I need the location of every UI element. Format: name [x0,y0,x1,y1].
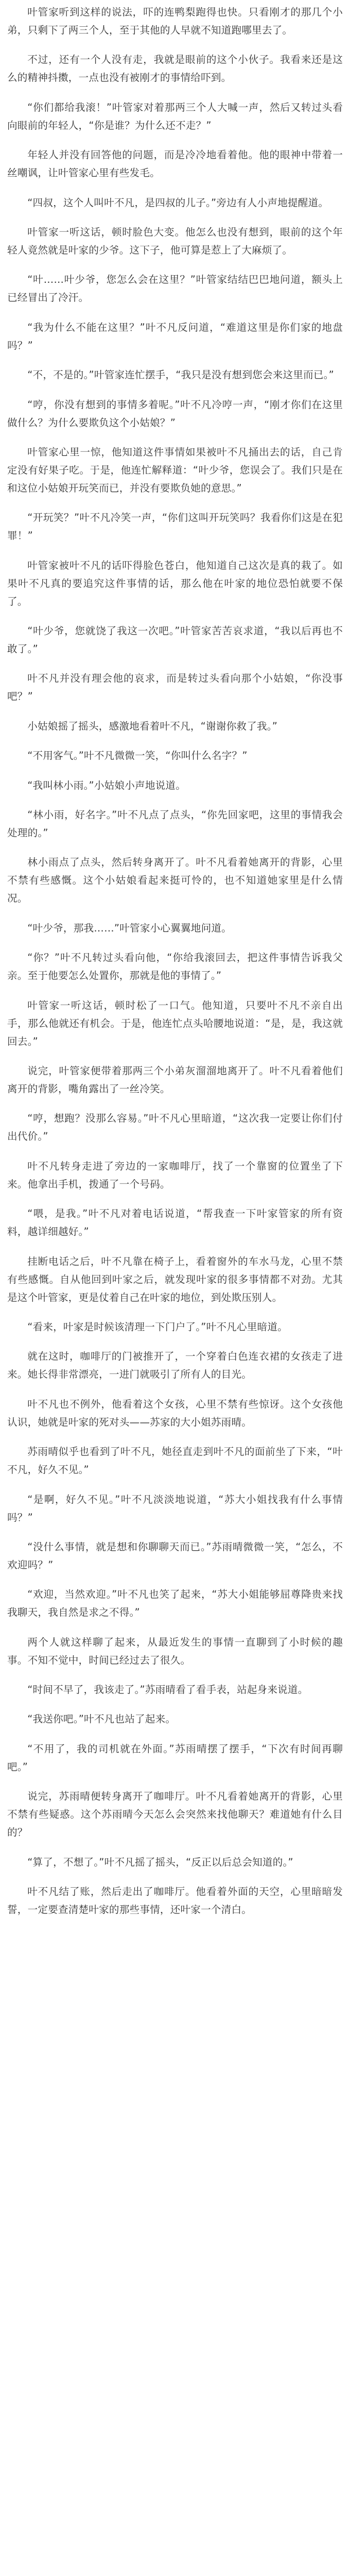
article-paragraph: “看来，叶家是时候该清理一下门户了。”叶不凡心里暗道。 [27,1320,288,1333]
article-paragraph: 年轻人并没有回答他的问题，而是冷冷地看着他。他的眼神中带着一丝嘲讽，让叶管家心里有些发毛。 [7,149,343,179]
article-paragraph: “你？”叶不凡转过头看向他，“你给我滚回去，把这件事情告诉我父亲。至于他要怎么处置你，那就是他的事情了。” [7,952,343,982]
article-paragraph: “时间不早了，我该走了。”苏雨晴看了看手表，站起身来说道。 [27,1684,308,1696]
article-paragraph: “哼，你没有想到的事情多着呢。”叶不凡冷哼一声，“刚才你们在这里做什么？为什么要欺负这个小姑娘？” [7,398,343,429]
article-paragraph: 叶管家被叶不凡的话吓得脸色苍白，他知道自己这次是真的栽了。如果叶不凡真的要追究这件事情的话，那么他在叶家的地位恐怕就要不保了。 [7,559,343,607]
article-paragraph: “是啊，好久不见。”叶不凡淡淡地说道，“苏大小姐找我有什么事情吗？” [7,1493,343,1523]
article-paragraph: 就在这时，咖啡厅的门被推开了，一个穿着白色连衣裙的女孩走了进来。她长得非常漂亮，一进门就吸引了所有人的目光。 [7,1350,343,1381]
article-paragraph: 叶管家听到这样的说法，吓的连鸭梨跑得也快。只看刚才的那几个小弟，只剩下了两三个人，至于其他的人早就不知道跑哪里去了。 [7,6,343,36]
article-paragraph: “没什么事情，就是想和你聊聊天而已。”苏雨晴微微一笑，“怎么，不欢迎吗？” [7,1540,343,1571]
article-paragraph: “叶少爷，那我……”叶管家小心翼翼地问道。 [27,922,232,934]
article-paragraph: 叶不凡转身走进了旁边的一家咖啡厅，找了一个靠窗的位置坐了下来。他拿出手机，拨通了一个号码。 [7,1160,343,1190]
article-paragraph: “喂，是我。”叶不凡对着电话说道，“帮我查一下叶家管家的所有资料，越详细越好。” [7,1208,343,1238]
article-paragraph: “叶……叶少爷，您怎么会在这里？”叶管家结结巴巴地问道，额头上已经冒出了冷汗。 [7,274,343,304]
article-paragraph: 叶管家心里一惊，他知道这件事情如果被叶不凡捅出去的话，自己肯定没有好果子吃。于是，他连忙解释道：“叶少爷，您误会了。我们只是在和这位小姑娘开玩笑而已，并没有要欺负她的意思。” [7,446,343,494]
article-paragraph: “我叫林小雨。”小姑娘小声地说道。 [27,779,186,791]
article-paragraph: “哼，想跑？没那么容易。”叶不凡心里暗道，“这次我一定要让你们付出代价。” [7,1112,343,1143]
article-paragraph: “欢迎，当然欢迎。”叶不凡也笑了起来，“苏大小姐能够屈尊降贵来找我聊天，我自然是求之不得。” [7,1588,343,1619]
article-paragraph: “不用客气。”叶不凡微微一笑，“你叫什么名字？” [27,750,248,762]
article-paragraph: 说完，苏雨晴便转身离开了咖啡厅。叶不凡看着她离开的背影，心里不禁有些疑惑。这个苏雨晴今天怎么会突然来找他聊天？难道她有什么目的？ [7,1790,343,1839]
article-paragraph: “算了，不想了。”叶不凡摇了摇头，“反正以后总会知道的。” [27,1856,293,1868]
article-paragraph: “四叔，这个人叫叶不凡，是四叔的儿子。”旁边有人小声地提醒道。 [27,196,329,209]
article-paragraph: “我为什么不能在这里？”叶不凡反问道，“难道这里是你们家的地盘吗？” [7,321,343,351]
article-paragraph: 叶不凡并没有理会他的哀求，而是转过头看向那个小姑娘，“你没事吧？” [7,672,343,703]
article-paragraph: 挂断电话之后，叶不凡靠在椅子上，看着窗外的车水马龙，心里不禁有些感慨。自从他回到叶家之后，就发现叶家的很多事情都不对劲。尤其是这个叶管家，更是仗着自己在叶家的地位，到处欺压别人。 [7,1255,343,1303]
article-paragraph: 叶不凡结了账，然后走出了咖啡厅。他看着外面的天空，心里暗暗发誓，一定要查清楚叶家的那些事情，还叶家一个清白。 [7,1886,343,1916]
article-paragraph: “开玩笑？”叶不凡冷笑一声，“你们这叫开玩笑吗？我看你们这是在犯罪！” [7,512,343,542]
article-paragraph: 林小雨点了点头，然后转身离开了。叶不凡看着她离开的背影，心里不禁有些感慨。这个小姑娘看起来挺可怜的，也不知道她家里是什么情况。 [7,856,343,905]
article-paragraph: 不过，还有一个人没有走，我就是眼前的这个小伙子。我看来还是这么的精神抖擞，一点也没有被刚才的事情给吓到。 [7,54,343,84]
article-paragraph: “不用了，我的司机就在外面。”苏雨晴摆了摆手，“下次有时间再聊吧。” [7,1742,343,1773]
article-paragraph: 叶管家一听这话，顿时松了一口气。他知道，只要叶不凡不亲自出手，那么他就还有机会。于是，他连忙点头哈腰地说道：“是，是，我这就回去。” [7,999,343,1047]
article-paragraph: 小姑娘摇了摇头，感激地看着叶不凡，“谢谢你救了我。” [27,720,278,732]
article-paragraph: 说完，叶管家便带着那两三个小弟灰溜溜地离开了。叶不凡看着他们离开的背影，嘴角露出了一丝冷笑。 [7,1064,343,1095]
article-paragraph: “你们都给我滚！”叶管家对着那两三个人大喊一声，然后又转过头看向眼前的年轻人，“你是谁？为什么还不走？” [7,101,343,131]
article-paragraph: “叶少爷，您就饶了我这一次吧。”叶管家苦苦哀求道，“我以后再也不敢了。” [7,625,343,655]
article-paragraph: “我送你吧。”叶不凡也站了起来。 [27,1713,176,1725]
article-paragraph: “不，不是的。”叶管家连忙摆手，“我只是没有想到您会来这里而已。” [27,369,335,381]
article-paragraph: “林小雨，好名字。”叶不凡点了点头，“你先回家吧，这里的事情我会处理的。” [7,809,343,839]
article-paragraph: 叶不凡也不例外，他看着这个女孩，心里不禁有些惊讶。这个女孩他认识，她就是叶家的死对头——苏家的大小姐苏雨晴。 [7,1398,343,1428]
article-paragraph: 两个人就这样聊了起来，从最近发生的事情一直聊到了小时候的趣事。不知不觉中，时间已经过去了很久。 [7,1636,343,1666]
article-paragraph: 叶管家一听这话，顿时脸色大变。他怎么也没有想到，眼前的这个年轻人竟然就是叶家的少爷。这下子，他可算是惹上了大麻烦了。 [7,226,343,256]
article-paragraph: 苏雨晴似乎也看到了叶不凡，她径直走到叶不凡的面前坐了下来，“叶不凡，好久不见。” [7,1446,343,1476]
